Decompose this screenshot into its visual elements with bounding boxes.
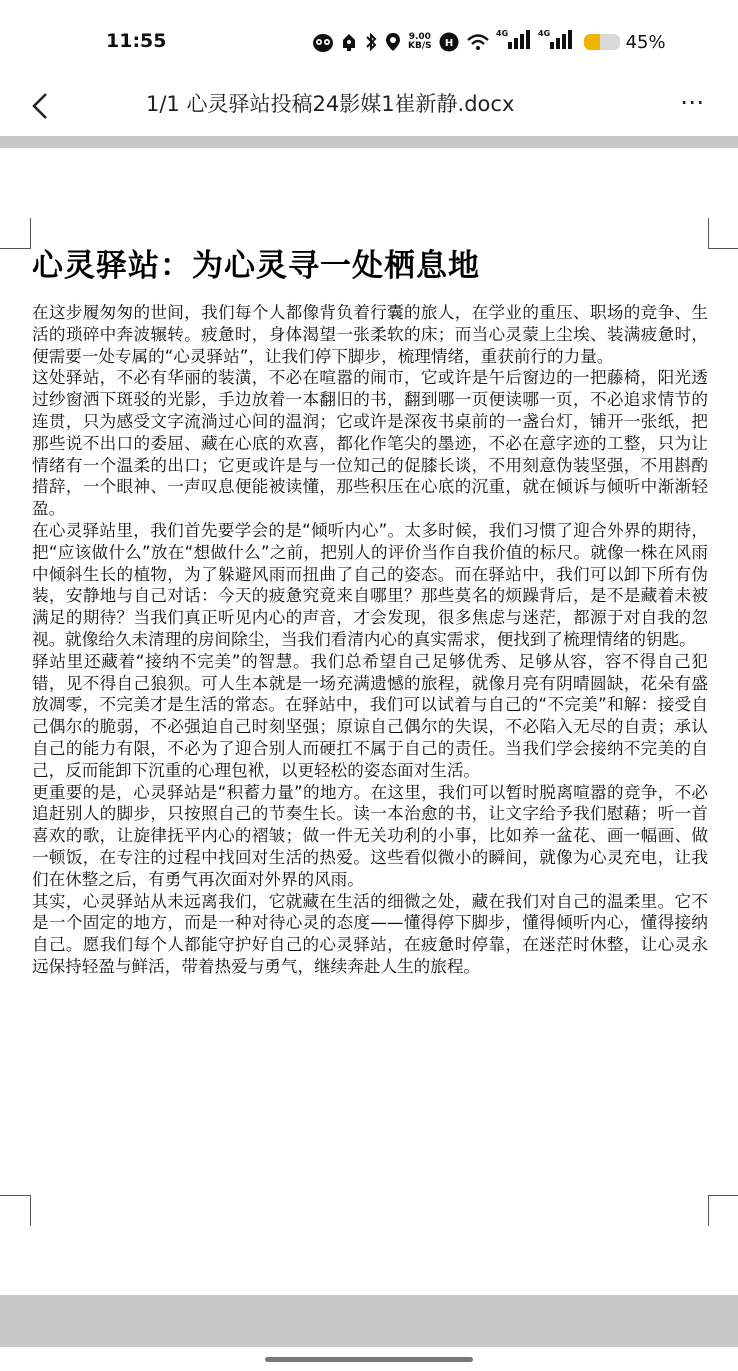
wifi-icon xyxy=(466,32,490,52)
crop-mark-bottom-left xyxy=(0,1195,31,1226)
signal-1 xyxy=(496,28,532,56)
svg-text:H: H xyxy=(444,38,453,49)
chevron-left-icon xyxy=(26,86,56,126)
net-speed-value: 9.00 xyxy=(408,32,431,42)
paragraph-5: 更重要的是，心灵驿站是“积蓄力量”的地方。在这里，我们可以暂时脱离喧嚣的竞争，不必追赶别人的脚步，只按照自己的节奏生长。读一本治愈的书，让文字给予我们慰藉；听一首喜欢的歌，让旋律抚平内心的褶皱；做一件无关功利的小事，比如养一盆花、画一幅画、做一顿饭，在专注的过程中找回对生活的热爱。这些看似微小的瞬间，就像为心灵充电，让我们在休整之后，有勇气再次面对外界的风雨。 xyxy=(32,782,708,889)
signal-2 xyxy=(538,28,574,56)
home-indicator[interactable] xyxy=(265,1357,473,1362)
bluetooth-icon xyxy=(364,32,378,52)
document-heading: 心灵驿站：为心灵寻一处栖息地 xyxy=(32,248,480,284)
document-page[interactable] xyxy=(0,148,738,1295)
document-title: 1/1 心灵驿站投稿24影媒1崔新静.docx xyxy=(146,92,515,116)
battery-fill xyxy=(584,34,600,50)
page-bottom-gap xyxy=(0,1295,738,1347)
title-bar xyxy=(0,80,738,138)
paragraph-6: 其实，心灵驿站从未远离我们，它就藏在生活的细微之处，藏在我们对自己的温柔里。它不是一个固定的地方，而是一种对待心灵的态度——懂得停下脚步，懂得倾听内心，懂得接纳自己。愿我们每个人都能守护好自己的心灵驿站，在疲惫时停靠，在迷茫时休整，让心灵永远保持轻盈与鲜活，带着热爱与勇气，继续奔赴人生的旅程。 xyxy=(32,891,708,976)
battery xyxy=(584,32,666,53)
signal-icon xyxy=(496,28,532,50)
signal-2-label: 4G xyxy=(537,29,550,38)
crop-mark-bottom-right xyxy=(708,1195,738,1226)
status-bar xyxy=(0,0,738,80)
location-icon xyxy=(384,32,402,52)
battery-icon xyxy=(584,34,620,50)
status-icons xyxy=(312,28,666,56)
hd-icon xyxy=(438,32,460,52)
crop-mark-top-left xyxy=(0,218,31,249)
document-body xyxy=(32,244,708,978)
paragraph-1: 在这步履匆匆的世间，我们每个人都像背负着行囊的旅人，在学业的重压、职场的竞争、生活的琐碎中奔波辗转。疲惫时，身体渴望一张柔软的床；而当心灵蒙上尘埃、装满疲惫时，便需要一处专属的“心灵驿站”，让我们停下脚步，梳理情绪，重获前行的力量。 xyxy=(32,303,708,366)
paragraph-2: 这处驿站，不必有华丽的装潢，不必在喧嚣的闹市，它或许是午后窗边的一把藤椅，阳光透过纱窗洒下斑驳的光影，手边放着一本翻旧的书，翻到哪一页便读哪一页，不必追求情节的连贯，只为感受文字流淌过心间的温润；它或许是深夜书桌前的一盏台灯，铺开一张纸，把那些说不出口的委屈、藏在心底的欢喜，都化作笔尖的墨迹，不必在意字迹的工整，只为让情绪有一个温柔的出口；它更或许是与一位知己的促膝长谈，不用刻意伪装坚强，不用斟酌措辞，一个眼神、一声叹息便能被读懂，那些积压在心底的沉重，就在倾诉与倾听中渐渐轻盈。 xyxy=(32,368,708,519)
status-time: 11:55 xyxy=(106,30,167,52)
net-speed xyxy=(408,33,432,51)
more-options-button[interactable] xyxy=(680,88,707,116)
signal-2-icon xyxy=(538,28,574,50)
paragraph-3: 在心灵驿站里，我们首先要学会的是“倾听内心”。太多时候，我们习惯了迎合外界的期待，把“应该做什么”放在“想做什么”之前，把别人的评价当作自我价值的标尺。就像一株在风雨中倾斜生长的植物，为了躲避风雨而扭曲了自己的姿态。而在驿站中，我们可以卸下所有伪装，安静地与自己对话：今天的疲惫究竟来自哪里？那些莫名的烦躁背后，是不是藏着未被满足的期待？当我们真正听见内心的声音，才会发现，很多焦虑与迷茫，都源于对自我的忽视。就像给久未清理的房间除尘，当我们看清内心的真实需求，便找到了梳理情绪的钥匙。 xyxy=(32,520,708,649)
crop-mark-top-right xyxy=(708,218,738,249)
battery-percent: 45% xyxy=(625,31,666,53)
net-speed-unit: KB/S xyxy=(408,41,432,51)
signal-1-label: 4G xyxy=(495,29,508,38)
tinder-icon xyxy=(340,32,358,52)
more-icon: ⋯ xyxy=(680,88,707,116)
owl-icon xyxy=(312,32,334,52)
back-button[interactable] xyxy=(26,86,56,126)
toolbar-divider xyxy=(0,136,738,148)
paragraph-4: 驿站里还藏着“接纳不完美”的智慧。我们总希望自己足够优秀、足够从容，容不得自己犯错，见不得自己狼狈。可人生本就是一场充满遗憾的旅程，就像月亮有阴晴圆缺，花朵有盛放凋零，不完美才是生活的常态。在驿站中，我们可以试着与自己的“不完美”和解：接受自己偶尔的脆弱，不必强迫自己时刻坚强；原谅自己偶尔的失误，不必陷入无尽的自责；承认自己的能力有限，不必为了迎合别人而硬扛不属于自己的责任。当我们学会接纳不完美的自己，反而能卸下沉重的心理包袱，以更轻松的姿态面对生活。 xyxy=(32,651,708,780)
